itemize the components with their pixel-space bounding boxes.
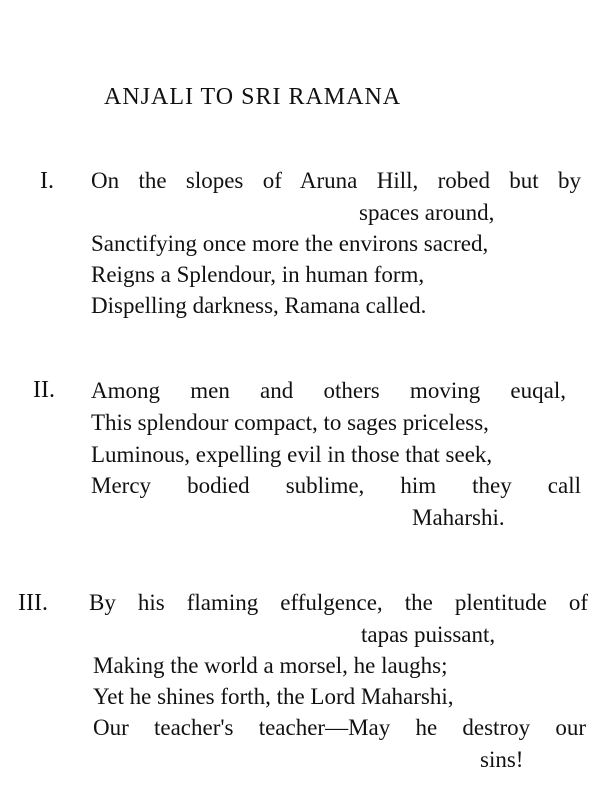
stanza-2-line-2: This splendour compact, to sages priceless, xyxy=(91,410,489,435)
stanza-3-line-6: sins! xyxy=(480,747,524,772)
stanza-2-numeral: II. xyxy=(33,377,55,403)
stanza-3-line-2: tapas puissant, xyxy=(361,622,496,647)
stanza-2-line-3: Luminous, expelling evil in those that seek, xyxy=(91,442,493,467)
stanza-2-line-1: Among men and others moving euqal, xyxy=(91,378,566,403)
stanza-1-line-1: On the slopes of Aruna Hill, robed but by xyxy=(91,168,581,193)
poem-title: ANJALI TO SRI RAMANA xyxy=(104,84,402,110)
stanza-2-line-5: Maharshi. xyxy=(412,505,505,530)
stanza-3-line-3: Making the world a morsel, he laughs; xyxy=(93,653,448,678)
stanza-1-numeral: I. xyxy=(40,168,54,194)
stanza-3-line-4: Yet he shines forth, the Lord Maharshi, xyxy=(93,684,454,709)
stanza-1-line-4: Reigns a Splendour, in human form, xyxy=(91,262,425,287)
stanza-3-line-1: By his flaming effulgence, the plentitude of xyxy=(89,590,588,615)
stanza-1-line-5: Dispelling darkness, Ramana called. xyxy=(91,293,427,318)
stanza-3-line-5: Our teacher's teacher—May he destroy our xyxy=(93,715,586,740)
stanza-1-line-2: spaces around, xyxy=(359,200,495,225)
stanza-1-line-3: Sanctifying once more the environs sacred, xyxy=(91,231,489,256)
stanza-3-numeral: III. xyxy=(18,590,48,616)
stanza-2-line-4: Mercy bodied sublime, him they call xyxy=(91,473,581,498)
